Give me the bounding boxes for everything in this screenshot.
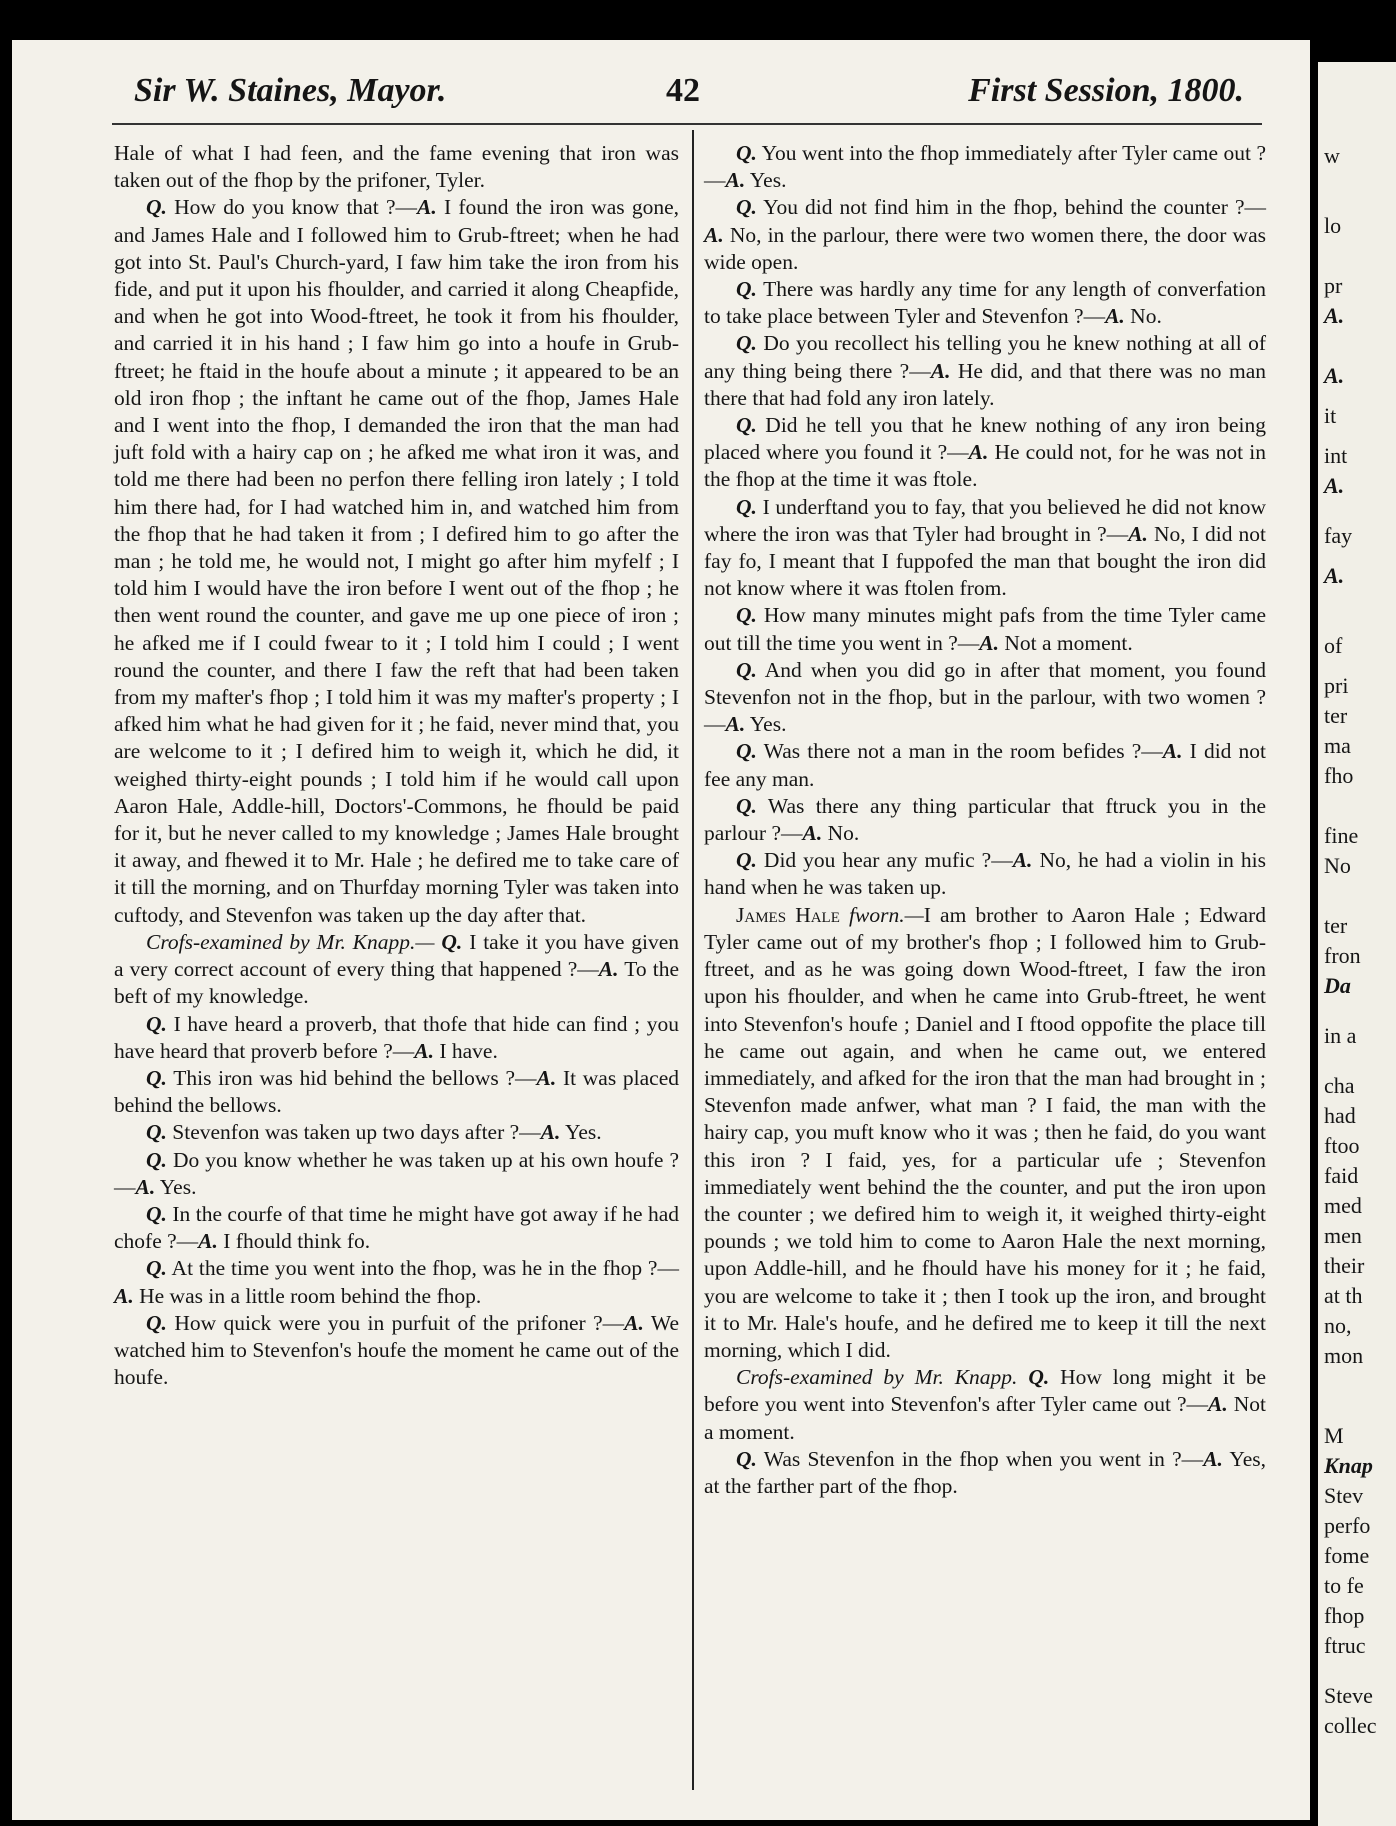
answer-text: No, I did not fay fo, I meant that I fuppofed the man that bought the iron did not know where it was ftolen from.	[704, 521, 1266, 601]
answer-text: Yes, at the farther part of the fhop.	[704, 1446, 1267, 1498]
question-text: Do you know whether he was taken up at his own houfe ?—	[114, 1147, 680, 1199]
answer-label: A.	[802, 821, 823, 846]
fragment-text: int	[1324, 443, 1348, 468]
answer-label: A.	[1105, 304, 1125, 329]
answer-label: A.	[1012, 848, 1033, 873]
fragment-text: fay	[1324, 523, 1353, 548]
question-mark: Q.	[736, 141, 757, 165]
question-text: And when you did go in after that moment, you found Stevenfon not in the fhop, but in the parlour, with two women ?—	[704, 657, 1266, 737]
fragment-text: in a	[1324, 1023, 1357, 1048]
answer-text: I fhould think fo.	[223, 1229, 371, 1254]
fragment-text: A.	[1324, 473, 1345, 498]
testimony-paragraph	[114, 1119, 679, 1146]
question-mark: Q.	[736, 739, 757, 764]
answer-label: A.	[540, 1120, 561, 1145]
testimony-paragraph	[704, 330, 1266, 412]
testimony-paragraph	[704, 602, 1266, 656]
answer-text: To the beft of my knowledge.	[114, 957, 679, 1009]
fragment-text: A.	[1324, 363, 1345, 388]
question-text: How quick were you in purfuit of the prifoner ?—	[174, 1310, 625, 1335]
testimony-paragraph	[114, 1310, 679, 1392]
answer-text: No.	[827, 821, 860, 846]
question-mark: Q.	[736, 413, 757, 438]
question-text: I have heard a proverb, that thofe that hide can find ; you have heard that proverb before ?—	[114, 1011, 679, 1063]
answer-label: A.	[198, 1229, 218, 1254]
answer-text: I have.	[439, 1038, 498, 1063]
testimony-paragraph	[704, 140, 1266, 194]
fragment-text: collec	[1324, 1713, 1377, 1738]
question-text: This iron was hid behind the bellows ?—	[173, 1065, 537, 1090]
fragment-text: to fe	[1324, 1573, 1364, 1598]
testimony-paragraph	[114, 929, 679, 1011]
question-mark: Q.	[736, 848, 757, 873]
fragment-text: A.	[1324, 563, 1345, 588]
session-label: First Session, 1800.	[968, 72, 1244, 109]
question-mark: Q.	[146, 1065, 167, 1090]
fragment-text: no,	[1324, 1313, 1352, 1338]
question-mark: Q.	[1028, 1365, 1050, 1390]
question-text: How many minutes might pafs from the time Tyler came out till the time you went in ?—	[704, 603, 1266, 655]
question-mark: Q.	[146, 1011, 167, 1036]
question-text: You did not find him in the fhop, behind the counter ?—	[763, 195, 1267, 220]
fragment-text: it	[1324, 403, 1337, 428]
answer-label: A.	[1162, 739, 1183, 764]
fragment-text: pri	[1324, 673, 1349, 698]
right-column	[704, 140, 1266, 1500]
answer-text: Yes.	[159, 1174, 197, 1199]
fragment-text: ftruc	[1324, 1633, 1366, 1658]
answer-label: A.	[725, 712, 746, 737]
answer-text: He did, and that there was no man there that had fold any iron lately.	[704, 358, 1267, 410]
question-text: I take it you have given a very correct account of every thing that happened ?—	[114, 929, 680, 982]
fragment-text: perfo	[1324, 1513, 1371, 1538]
question-text: How long might it be before you went into Stevenfon's after Tyler came out ?—	[704, 1365, 1267, 1417]
fragment-text: of	[1324, 633, 1343, 658]
header-rule	[112, 123, 1262, 125]
question-mark: Q.	[736, 195, 757, 220]
fragment-text: mon	[1324, 1343, 1364, 1368]
testimony-paragraph	[704, 793, 1266, 847]
fragment-text: fine	[1324, 823, 1359, 848]
paragraph-text: I am brother to Aaron Hale ; Edward Tyler came out of my brother's fhop ; I followed him to Grub-ftreet, and as he was going down Wood-ftreet, I faw the iron upon his fhoulder, and when he came into Grub-ftreet, he went into Stevenfon's houfe ; Daniel and I ftood oppofite the place till he came out again, and when he came out, we entered immediately, and afked for the iron that the man had brought in ; Stevenfon made anfwer, what man ? I faid, the man with the hairy cap, you muft know who it was ; then he faid, do you want this iron ? I faid, yes, for a particular ufe ; Stevenfon immediately went behind the the counter, and put the iron upon the counter ; we defired him to weigh it, it weighed thirty-eight pounds ; we told him to come to Aaron Hale the next morning, upon Addle-hill, and he fhould have his money for it ; he faid, you are welcome to take it ; then I took up the iron, and brought it to Mr. Hale's houfe, and he defired me to keep it till the next morning, which I did.	[704, 902, 1267, 1362]
question-mark: Q.	[146, 1256, 167, 1281]
answer-text: Yes.	[749, 712, 787, 737]
fragment-text: Da	[1324, 973, 1351, 998]
testimony-paragraph	[114, 1255, 679, 1309]
answer-text: He was in a little room behind the fhop.	[139, 1283, 482, 1308]
answer-text: I found the iron was gone, and James Hale and I followed him to Grub-ftreet; when he had got into St. Paul's Church-yard, I faw him take the iron from his fide, and put it upon his fhoulder, and carried it along Cheapfide, and when he got into Wood-ftreet, he took it from his fhoulder, and carried it in his hand ; I faw him go into a houfe in Grub-ftreet; he ftaid in the houfe about a minute ; it appeared to be an old iron fhop ; the inftant he came out of the fhop, James Hale and I went into the fhop, I demanded the iron that the man had juft fold with a hairy cap on ; he afked me what iron it was, and told me there had been no perfon there felling iron lately ; I told him there had, for I had watched him in, and watched him from the fhop that he had taken it from ; I defired him to go after the man ; he told me, he would not, I might go after him myfelf ; I told him I would have the iron before I went out of the fhop ; he then went round the counter, and gave me up one piece of iron ; he afked me if I could fwear to it ; I told him I could ; I went round the counter, and there I faw the reft that had been taken from my mafter's fhop ; I told him it was my mafter's property ; I afked him what he had given for it ; he faid, never mind that, you are welcome to it ; I defired him to weigh it, which he did, it weighed thirty-eight pounds ; I told him if he would call upon Aaron Hale, Addle-hill, Doctors'-Commons, he fhould be paid for it, but he never called to my knowledge ; James Hale brought it away, and fhewed it to Mr. Hale ; he defired me to take care of it till the morning, and on Thurfday morning Tyler was taken into cuftody, and Stevenfon was taken up the day after that.	[114, 195, 680, 927]
fragment-text: fho	[1324, 763, 1354, 788]
question-mark: Q.	[441, 929, 463, 954]
testimony-paragraph	[114, 1011, 679, 1065]
answer-label: A.	[968, 440, 989, 465]
question-text: How do you know that ?—	[174, 195, 417, 220]
answer-label: A.	[536, 1065, 557, 1090]
answer-label: A.	[417, 195, 437, 220]
cross-examined-heading: Crofs-examined by Mr. Knapp.—	[146, 929, 435, 954]
question-mark: Q.	[146, 1147, 167, 1172]
question-mark: Q.	[736, 793, 757, 818]
answer-text: Yes.	[564, 1120, 602, 1145]
answer-label: A.	[930, 358, 951, 383]
answer-label: A.	[1128, 521, 1148, 546]
fragment-text: Knap	[1324, 1453, 1373, 1478]
fragment-text: med	[1324, 1193, 1362, 1218]
page-number: 42	[666, 72, 700, 109]
answer-label: A.	[414, 1038, 434, 1063]
left-column	[114, 140, 679, 1391]
question-mark: Q.	[736, 1446, 757, 1471]
running-title: Sir W. Staines, Mayor.	[134, 72, 447, 109]
testimony-paragraph	[704, 194, 1266, 276]
answer-label: A.	[598, 957, 619, 982]
running-header	[134, 72, 1244, 118]
fragment-text: M	[1324, 1423, 1344, 1448]
answer-text: No.	[1130, 304, 1162, 329]
fragment-text: ter	[1324, 703, 1348, 728]
fragment-text: fome	[1324, 1543, 1370, 1568]
testimony-paragraph	[704, 276, 1266, 330]
witness-name: James Hale	[736, 902, 840, 927]
answer-label: A.	[1208, 1392, 1228, 1417]
testimony-paragraph	[704, 1446, 1266, 1500]
question-text: Did you hear any mufic ?—	[763, 848, 1013, 873]
question-mark: Q.	[736, 657, 757, 682]
answer-label: A.	[704, 222, 724, 247]
question-text: I underftand you to fay, that you believed he did not know where the iron was that Tyler had brought in ?—	[704, 494, 1266, 546]
fragment-text: Stev	[1324, 1483, 1364, 1508]
fragment-text: w	[1324, 143, 1340, 168]
question-mark: Q.	[736, 277, 757, 302]
testimony-paragraph	[114, 1065, 679, 1119]
testimony-paragraph	[704, 412, 1266, 494]
question-text: Was there not a man in the room befides ?—	[763, 739, 1163, 764]
answer-text: It was placed behind the bellows.	[114, 1065, 680, 1118]
testimony-paragraph	[114, 1201, 679, 1255]
answer-label: A.	[114, 1283, 134, 1308]
fragment-text: fhop	[1324, 1603, 1365, 1628]
question-mark: Q.	[146, 195, 167, 220]
fragment-text: ftoo	[1324, 1133, 1360, 1158]
question-mark: Q.	[146, 1120, 167, 1145]
answer-label: A.	[624, 1310, 644, 1335]
testimony-paragraph	[704, 1364, 1266, 1446]
fragment-text: ter	[1324, 913, 1348, 938]
fragment-text: No	[1324, 853, 1351, 878]
answer-label: A.	[135, 1174, 156, 1199]
question-text: There was hardly any time for any length of converfation to take place between Tyler and Stevenfon ?—	[704, 277, 1266, 329]
fragment-text: pr	[1324, 273, 1343, 298]
question-text: You went into the fhop immediately after Tyler came out ?—	[704, 141, 1266, 193]
cross-examined-heading: Crofs-examined by Mr. Knapp.	[736, 1365, 1018, 1390]
fragment-text: at th	[1324, 1283, 1363, 1308]
answer-text: Not a moment.	[1004, 630, 1133, 655]
answer-text: No, he had a violin in his hand when he was taken up.	[704, 848, 1267, 900]
fragment-text: men	[1324, 1223, 1362, 1248]
fragment-text: had	[1324, 1103, 1356, 1128]
answer-text: Yes.	[749, 168, 787, 193]
paragraph-text: Hale of what I had feen, and the fame evening that iron was taken out of the fhop by the prifoner, Tyler.	[114, 141, 679, 193]
book-page	[12, 40, 1310, 1820]
answer-text: I did not fee any man.	[704, 739, 1267, 791]
question-mark: Q.	[146, 1310, 167, 1335]
fragment-text: fron	[1324, 943, 1361, 968]
answer-label: A.	[1203, 1446, 1223, 1471]
answer-text: We watched him to Stevenfon's houfe the moment he came out of the houfe.	[114, 1310, 680, 1390]
answer-text: He could not, for he was not in the fhop at the time it was ftole.	[704, 440, 1266, 492]
question-text: Do you recollect his telling you he knew nothing at all of any thing being there ?—	[704, 331, 1267, 383]
answer-label: A.	[725, 168, 746, 193]
question-mark: Q.	[736, 494, 757, 519]
answer-text: Not a moment.	[704, 1392, 1266, 1444]
column-divider	[692, 130, 694, 1790]
question-mark: Q.	[736, 603, 757, 628]
testimony-paragraph	[114, 194, 679, 928]
testimony-paragraph	[704, 738, 1266, 792]
testimony-paragraph	[704, 847, 1266, 901]
fragment-text: Steve	[1324, 1683, 1373, 1708]
question-text: Was there any thing particular that ftruck you in the parlour ?—	[704, 793, 1266, 846]
fragment-text: ma	[1324, 733, 1351, 758]
question-text: Did he tell you that he knew nothing of any iron being placed where you found it ?—	[704, 413, 1266, 465]
testimony-paragraph	[114, 140, 679, 194]
fragment-text: cha	[1324, 1073, 1355, 1098]
question-text: Was Stevenfon in the fhop when you went in ?—	[763, 1446, 1204, 1471]
fragment-text: faid	[1324, 1163, 1359, 1188]
testimony-paragraph	[704, 657, 1266, 739]
answer-text: No, in the parlour, there were two women there, the door was wide open.	[704, 222, 1266, 274]
testimony-paragraph	[114, 1147, 679, 1201]
fragment-text: their	[1324, 1253, 1365, 1278]
fragment-text: lo	[1324, 213, 1342, 238]
question-text: In the courfe of that time he might have got away if he had chofe ?—	[114, 1201, 680, 1254]
question-mark: Q.	[736, 331, 757, 356]
testimony-paragraph	[704, 494, 1266, 603]
question-text: At the time you went into the fhop, was he in the fhop ?—	[171, 1256, 679, 1281]
sworn-label: fworn.—	[849, 902, 924, 927]
testimony-paragraph	[704, 902, 1266, 1364]
question-mark: Q.	[146, 1201, 167, 1226]
question-text: Stevenfon was taken up two days after ?—	[172, 1120, 541, 1145]
answer-label: A.	[979, 630, 999, 655]
adjacent-page-fragment	[1318, 62, 1396, 1826]
fragment-text: A.	[1324, 303, 1345, 328]
